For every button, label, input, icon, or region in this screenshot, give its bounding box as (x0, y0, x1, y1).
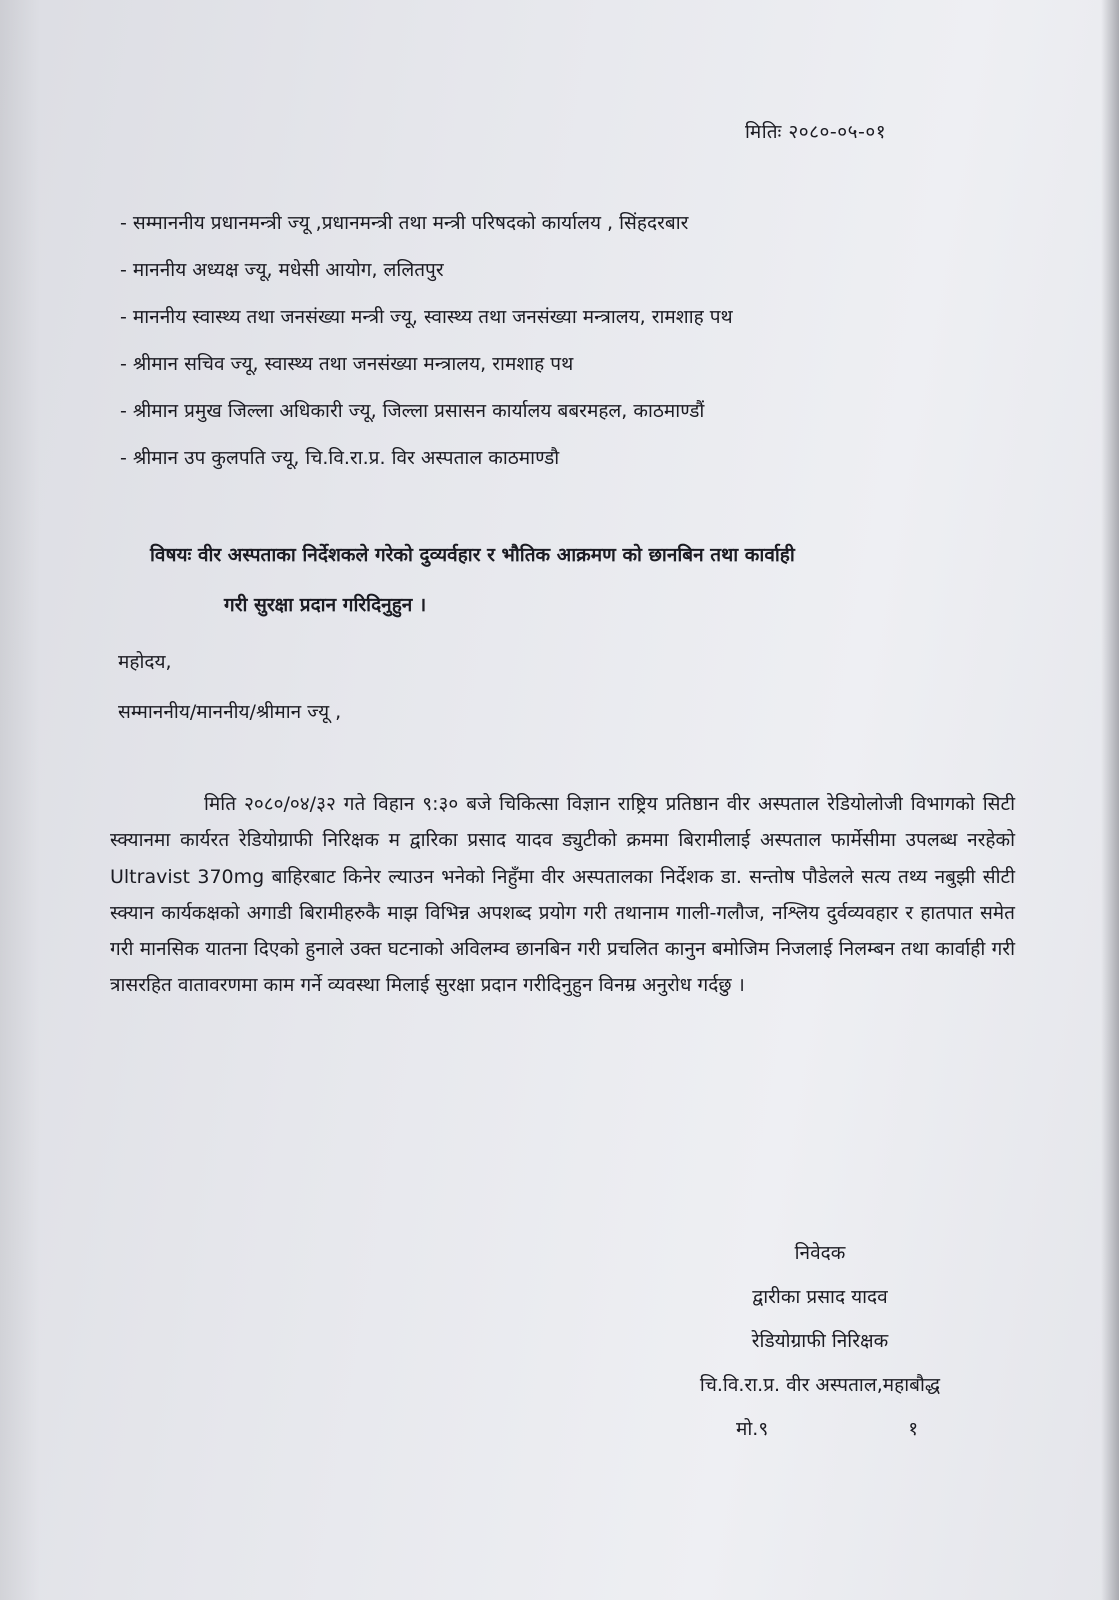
recipient-item: - श्रीमान उप कुलपति ज्यू, चि.वि.रा.प्र. विर अस्पताल काठमाण्डौ (120, 447, 560, 469)
recipient-list (120, 208, 733, 490)
signature-phone (620, 1414, 1020, 1458)
salutation: महोदय, (118, 651, 172, 673)
signature-designation: रेडियोग्राफी निरिक्षक (751, 1330, 889, 1352)
subject-heading (150, 540, 1010, 620)
subject-line-2: गरी सुरक्षा प्रदान गरिदिनुहुन । (224, 594, 427, 616)
phone-prefix: मो.९ (736, 1418, 769, 1440)
recipient-item: - श्रीमान सचिव ज्यू, स्वास्थ्य तथा जनसंख्या मन्त्रालय, रामशाह पथ (120, 353, 574, 375)
address-line: सम्माननीय/माननीय/श्रीमान ज्यू , (118, 701, 342, 723)
signature-block (620, 1238, 1020, 1458)
phone-suffix: १ (908, 1418, 919, 1440)
recipient-item: - माननीय अध्यक्ष ज्यू, मधेसी आयोग, ललितपुर (120, 259, 444, 281)
signature-label: निवेदक (794, 1242, 846, 1264)
signature-name: द्वारीका प्रसाद यादव (752, 1286, 888, 1308)
recipient-item: - श्रीमान प्रमुख जिल्ला अधिकारी ज्यू, जिल्ला प्रसासन कार्यालय बबरमहल, काठमाण्डौं (120, 400, 705, 422)
signature-institution: चि.वि.रा.प्र. वीर अस्पताल,महाबौद्ध (699, 1374, 941, 1396)
letter-body: मिति २०८०/०४/३२ गते विहान ९:३० बजे चिकित्सा विज्ञान राष्ट्रिय प्रतिष्ठान वीर अस्पताल रेडियोलोजी विभागको सिटी स्क्यानमा कार्यरत रेडियोग्राफी निरिक्षक म द्वारिका प्रसाद यादव ड्युटीको क्रममा बिरामीलाई अस्पताल फार्मेसीमा उपलब्ध नरहेको Ultravist 370mg बाहिरबाट किनेर ल्याउन भनेको निहुँमा वीर अस्पतालका निर्देशक डा. सन्तोष पौडेलले सत्य तथ्य नबुझी सीटी स्क्यान कार्यकक्षको अगाडी बिरामीहरुकै माझ विभिन्न अपशब्द प्रयोग गरी तथानाम गाली-गलौज, नश्लिय दुर्वव्यवहार र हातपात समेत गरी मानसिक यातना दिएको हुनाले उक्त घटनाको अविलम्व छानबिन गरी प्रचलित कानुन बमोजिम निजलाई निलम्बन तथा कार्वाही गरी त्रासरहित वातावरणमा काम गर्ने व्यवस्था मिलाई सुरक्षा प्रदान गरीदिनुहुन विनम्र अनुरोध गर्दछु । (110, 793, 1015, 997)
recipient-item: - सम्माननीय प्रधानमन्त्री ज्यू ,प्रधानमन्त्री तथा मन्त्री परिषदको कार्यालय , सिंहदरबार (120, 212, 689, 234)
subject-line-1: विषयः वीर अस्पताका निर्देशकले गरेको दुव्यर्वहार र भौतिक आक्रमण को छानबिन तथा कार्वाही (150, 544, 795, 566)
letter-date: मितिः २०८०-०५-०१ (745, 121, 887, 143)
recipient-item: - माननीय स्वास्थ्य तथा जनसंख्या मन्त्री ज्यू, स्वास्थ्य तथा जनसंख्या मन्त्रालय, रामशाह पथ (120, 306, 733, 328)
